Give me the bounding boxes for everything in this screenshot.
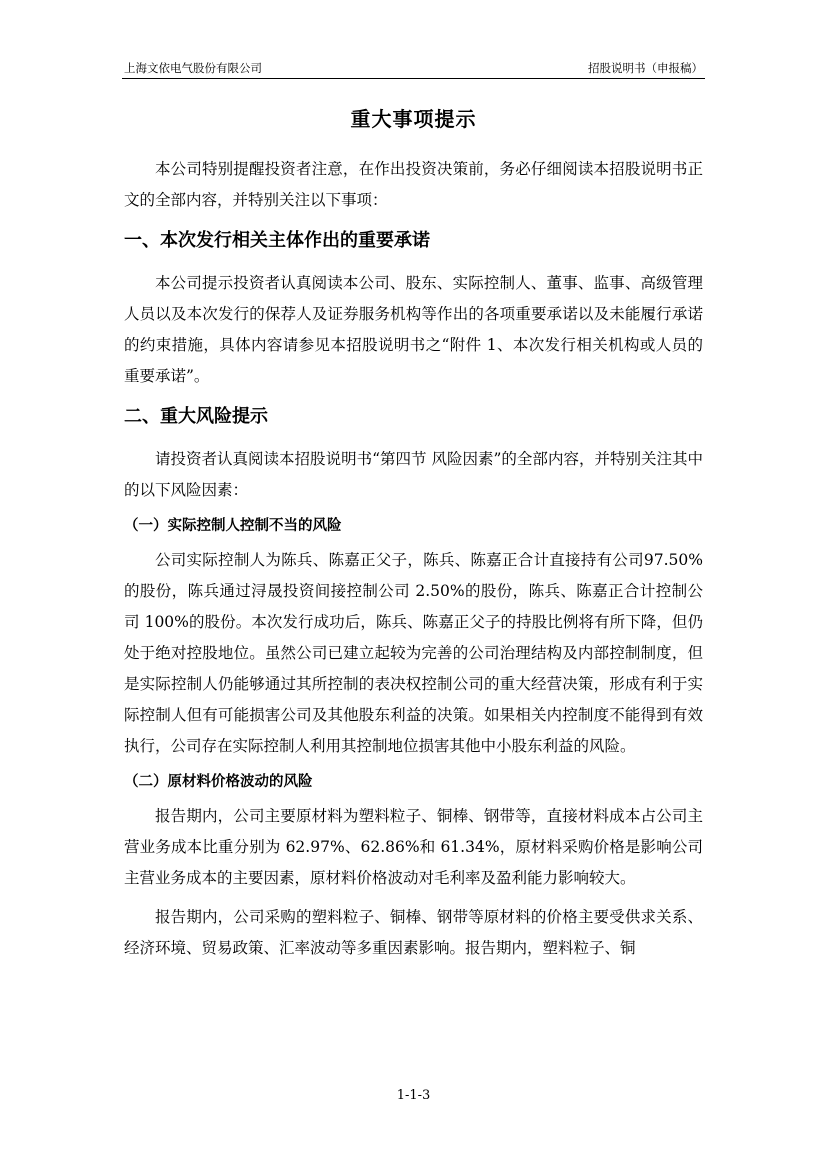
page-body <box>124 103 703 972</box>
header-doc-type: 招股说明书（申报稿） <box>588 61 703 75</box>
page-title: 重大事项提示 <box>350 107 477 131</box>
subsection-2-heading: （二）原材料价格波动的风险 <box>124 774 313 790</box>
intro-paragraph: 本公司特别提醒投资者注意，在作出投资决策前，务必仔细阅读本招股说明书正文的全部内容，并特别关注以下事项： <box>124 160 703 209</box>
subsection-1-paragraph: 公司实际控制人为陈兵、陈嘉正父子，陈兵、陈嘉正合计直接持有公司97.50%的股份，陈兵通过浔晟投资间接控制公司 2.50%的股份，陈兵、陈嘉正合计控制公司 100%的股份。本次发行成功后，陈兵、陈嘉正父子的持股比例将有所下降，但仍处于绝对控股地位。虽然公司已建立起较为完善的公司治理结构及内部控制制度，但是实际控制人仍能够通过其所控制的表决权控制公司的重大经营决策，形成有利于实际控制人但有可能损害公司及其他股东利益的决策。如果相关内控制度不能得到有效执行，公司存在实际控制人利用其控制地位损害其他中小股东利益的风险。 <box>124 551 703 755</box>
subsection-1-heading: （一）实际控制人控制不当的风险 <box>124 518 342 534</box>
section-2-heading: 二、重大风险提示 <box>124 406 268 427</box>
running-header <box>122 58 705 79</box>
subsection-2-paragraph-1: 报告期内，公司主要原材料为塑料粒子、铜棒、钢带等，直接材料成本占公司主营业务成本比重分别为 62.97%、62.86%和 61.34%，原材料采购价格是影响公司主营业务成本的主要因素，原材料价格波动对毛利率及盈利能力影响较大。 <box>124 807 703 887</box>
page-number: 1-1-3 <box>396 1088 431 1103</box>
section-1-heading: 一、本次发行相关主体作出的重要承诺 <box>124 230 430 251</box>
header-company: 上海文依电气股份有限公司 <box>124 61 262 75</box>
section-1-paragraph: 本公司提示投资者认真阅读本公司、股东、实际控制人、董事、监事、高级管理人员以及本次发行的保荐人及证券服务机构等作出的各项重要承诺以及未能履行承诺的约束措施，具体内容请参见本招股说明书之“附件 1、本次发行相关机构或人员的重要承诺”。 <box>124 274 703 385</box>
section-2-paragraph: 请投资者认真阅读本招股说明书“第四节 风险因素”的全部内容，并特别关注其中的以下风险因素： <box>124 450 703 499</box>
subsection-2-paragraph-2: 报告期内，公司采购的塑料粒子、铜棒、钢带等原材料的价格主要受供求关系、经济环境、贸易政策、汇率波动等多重因素影响。报告期内，塑料粒子、铜 <box>124 908 703 957</box>
